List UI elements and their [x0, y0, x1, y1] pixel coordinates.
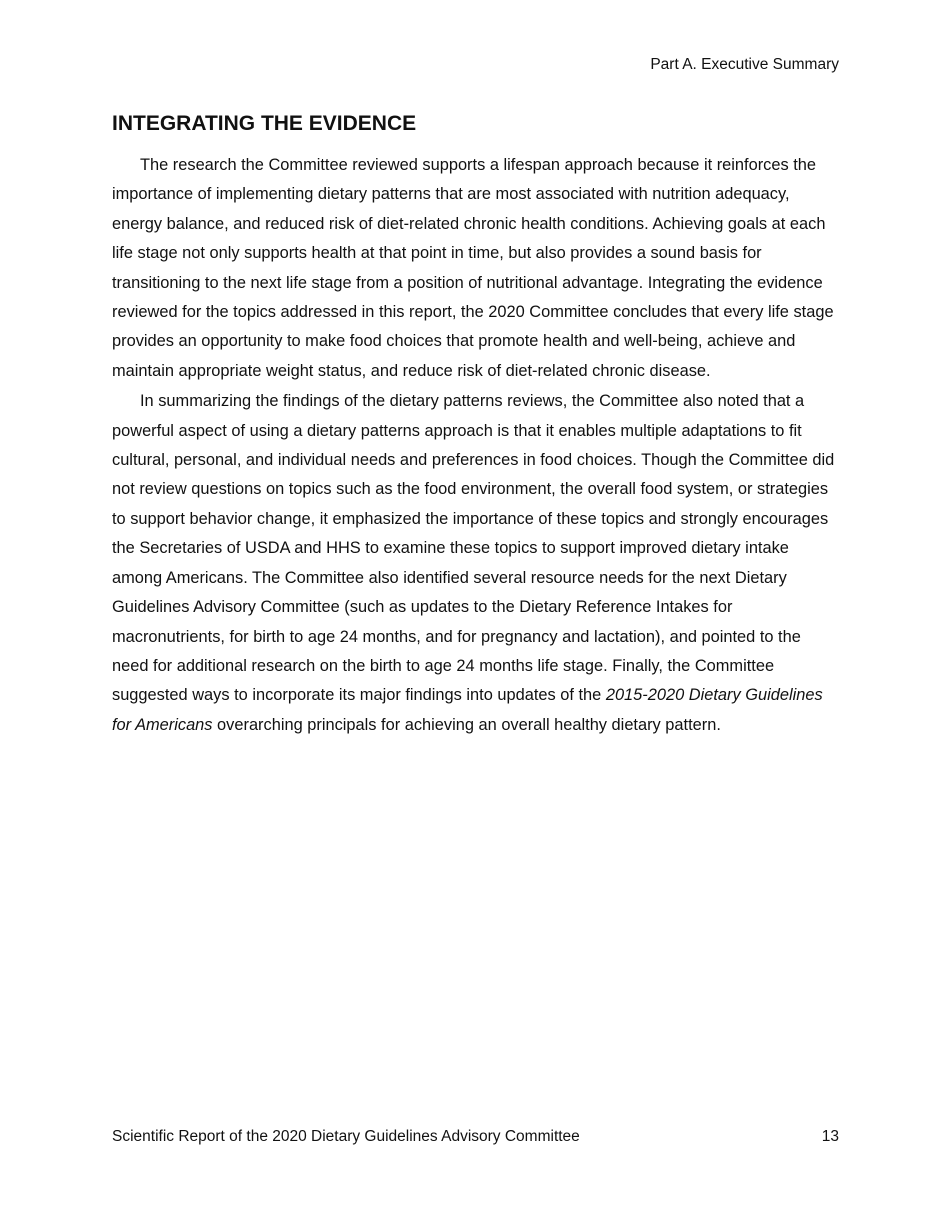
footer-report-title: Scientific Report of the 2020 Dietary Guidelines Advisory Committee — [112, 1128, 580, 1145]
guidelines-title-italic: 2015-2020 Dietary Guidelines for Americans — [112, 686, 823, 734]
paragraph-2-ending: overarching principals for achieving an overall healthy dietary pattern. — [212, 715, 721, 734]
paragraph-dietary-patterns-summary — [112, 387, 839, 740]
running-header: Part A. Executive Summary — [650, 56, 839, 73]
body-text — [112, 151, 839, 741]
page-number: 13 — [821, 1128, 839, 1145]
paragraph-lifespan-approach: The research the Committee reviewed supports a lifespan approach because it reinforces the importance of implementing dietary patterns that are most associated with nutrition adequacy, energy balance, and reduced risk of diet-related chronic health conditions. Achieving goals at each life stage not only supports health at that point in time, but also provides a sound basis for transitioning to the next life stage from a position of nutritional advantage. Integrating the evidence reviewed for the topics addressed in this report, the 2020 Committee concludes that every life stage provides an opportunity to make food choices that promote health and well-being, achieve and maintain appropriate weight status, and reduce risk of diet-related chronic disease. — [112, 156, 834, 380]
section-heading: INTEGRATING THE EVIDENCE — [112, 112, 417, 135]
paragraph-2-text: In summarizing the findings of the dietary patterns reviews, the Committee also noted that a powerful aspect of using a dietary patterns approach is that it enables multiple adaptations to fit cultural, personal, and individual needs and preferences in food choices. Though the Committee did not review questions on topics such as the food environment, the overall food system, or strategies to support behavior change, it emphasized the importance of these topics and strongly encourages the Secretaries of USDA and HHS to examine these topics to support improved dietary intake among Americans. The Committee also identified several resource needs for the next Dietary Guidelines Advisory Committee (such as updates to the Dietary Reference Intakes for macronutrients, for birth to age 24 months, and for pregnancy and lactation), and pointed to the need for additional research on the birth to age 24 months life stage. Finally, the Committee suggested ways to incorporate its major findings into updates of the — [112, 392, 835, 705]
